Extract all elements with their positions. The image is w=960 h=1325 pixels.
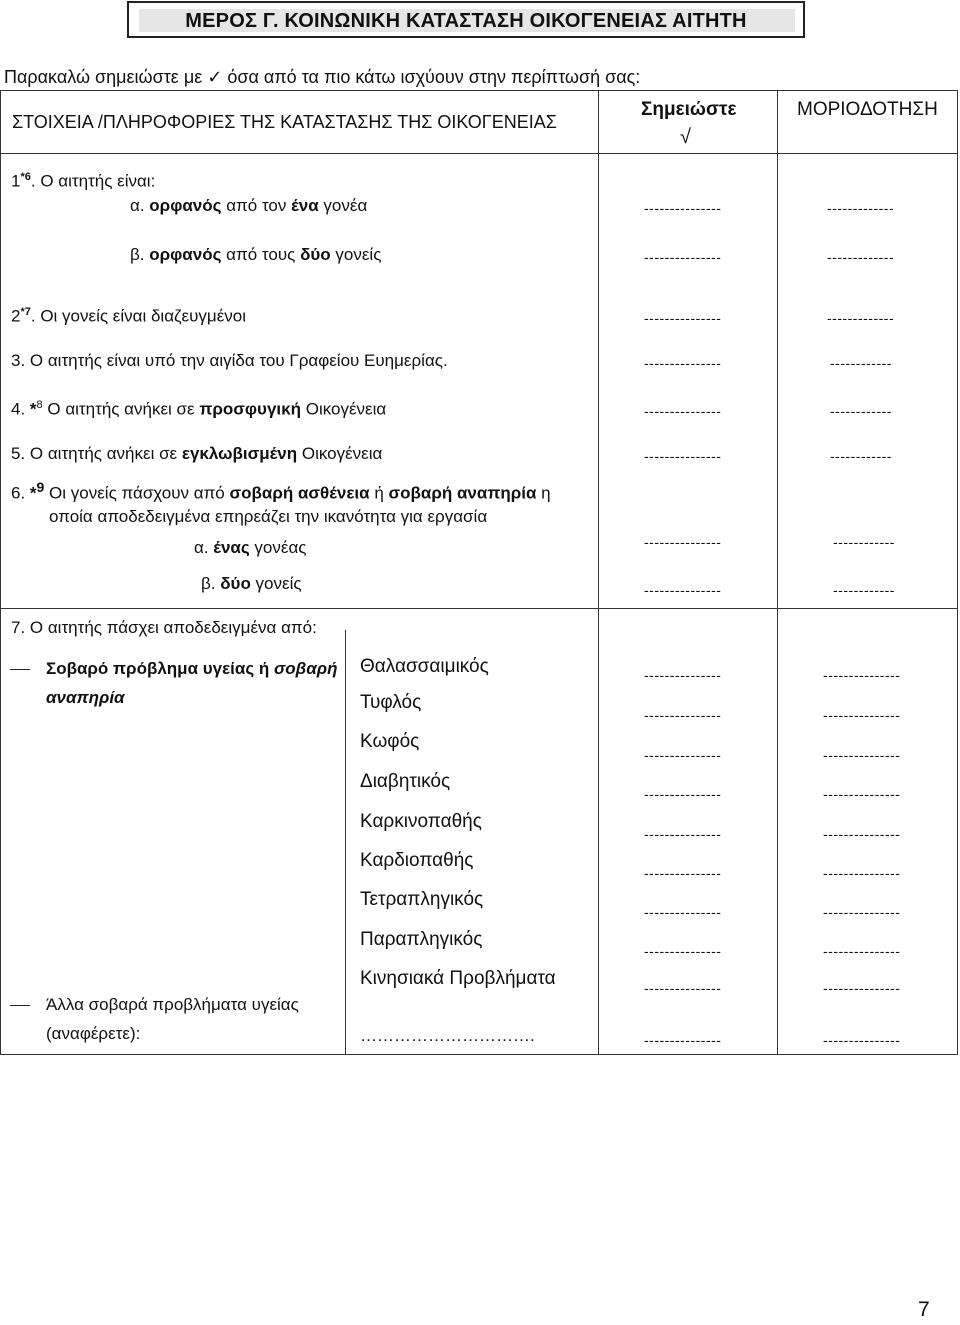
instruction-text bbox=[4, 67, 640, 88]
q6a-note-field[interactable]: --------------- bbox=[644, 534, 722, 550]
q7-note-field[interactable]: --------------- bbox=[644, 826, 722, 842]
q3-label: 3. Ο αιτητής είναι υπό την αιγίδα του Γραφείου Ευημερίας. bbox=[11, 351, 448, 370]
row6-bottom-border bbox=[0, 608, 958, 609]
header-info: ΣΤΟΙΧΕΙΑ /ΠΛΗΡΟΦΟΡΙΕΣ ΤΗΣ ΚΑΤΑΣΤΑΣΗΣ ΤΗΣ ΟΙΚΟΓΕΝΕΙΑΣ bbox=[12, 112, 557, 132]
q7-label: 7. Ο αιτητής πάσχει αποδεδειγμένα από: bbox=[11, 618, 317, 637]
q7-note-field[interactable]: --------------- bbox=[644, 707, 722, 723]
q7-note-field[interactable]: --------------- bbox=[644, 747, 722, 763]
family-status-table bbox=[0, 90, 960, 1055]
q7-note-field[interactable]: --------------- bbox=[644, 1032, 722, 1048]
q7-score-field: --------------- bbox=[823, 707, 901, 723]
condition-item: Καρκινοπαθής bbox=[360, 811, 482, 832]
table-bottom-border bbox=[0, 1054, 958, 1055]
instruction-after: όσα από τα πιο κάτω ισχύουν στην περίπτωσή σας: bbox=[222, 67, 641, 87]
header-bottom-border bbox=[0, 153, 958, 154]
q6a-score-field: ------------ bbox=[833, 534, 895, 550]
q4-score-field: ------------ bbox=[830, 403, 892, 419]
q7-score-field: --------------- bbox=[823, 747, 901, 763]
col-divider-note bbox=[598, 90, 599, 1055]
q7-note-field[interactable]: --------------- bbox=[644, 980, 722, 996]
q7-score-field: --------------- bbox=[823, 865, 901, 881]
q7-note-field[interactable]: --------------- bbox=[644, 865, 722, 881]
q7-score-field: --------------- bbox=[823, 786, 901, 802]
q7-note-field[interactable]: --------------- bbox=[644, 786, 722, 802]
q7-score-field: --------------- bbox=[823, 904, 901, 920]
header-note-mark: √ bbox=[680, 126, 691, 148]
q2-label: 2$^{*7}$. Οι γονείς είναι διαζευγμένοι bbox=[11, 306, 246, 326]
q3-score-field: ------------ bbox=[830, 355, 892, 371]
q6b-score-field: ------------ bbox=[833, 582, 895, 598]
q7-note-field[interactable]: --------------- bbox=[644, 904, 722, 920]
q6-label: 6. *$^9$ Οι γονείς πάσχουν από σοβαρή ασθένεια ή σοβαρή αναπηρία η bbox=[11, 479, 551, 503]
q7-serious-label-line2: αναπηρία bbox=[46, 688, 125, 707]
q5-score-field: ------------ bbox=[830, 448, 892, 464]
page-number: 7 bbox=[918, 1298, 930, 1321]
q5-note-field[interactable]: --------------- bbox=[644, 448, 722, 464]
condition-item: Διαβητικός bbox=[360, 771, 451, 792]
q7-note-field[interactable]: --------------- bbox=[644, 667, 722, 683]
q1b-note-field[interactable]: --------------- bbox=[644, 249, 722, 265]
q7-score-field: --------------- bbox=[823, 943, 901, 959]
bullet-dash-other bbox=[10, 1005, 30, 1006]
q1-label: 1$^{*6}$. Ο αιτητής είναι: bbox=[11, 171, 156, 191]
q1a-note-field[interactable]: --------------- bbox=[644, 200, 722, 216]
q2-note-field[interactable]: --------------- bbox=[644, 310, 722, 326]
q6b-label: β. δύο γονείς bbox=[201, 574, 302, 593]
q7-score-field: --------------- bbox=[823, 980, 901, 996]
header-score: ΜΟΡΙΟΔΟΤΗΣΗ bbox=[797, 99, 938, 120]
condition-item: Τυφλός bbox=[360, 692, 422, 713]
q7-other-label: Άλλα σοβαρά προβλήματα υγείας bbox=[46, 995, 299, 1014]
q4-note-field[interactable]: --------------- bbox=[644, 403, 722, 419]
q4-label: 4. *$^8$ Ο αιτητής ανήκει σε προσφυγική Οικογένεια bbox=[11, 399, 387, 419]
bullet-dash-serious bbox=[10, 669, 30, 670]
q7-serious-label: Σοβαρό πρόβλημα υγείας ή σοβαρή bbox=[46, 659, 338, 678]
q1a-label: α. ορφανός από τον ένα γονέα bbox=[130, 196, 368, 215]
q6-label-line2: οποία αποδεδειγμένα επηρεάζει την ικανότητα για εργασία bbox=[49, 507, 488, 526]
condition-specify-field[interactable]: …………………………. bbox=[360, 1026, 535, 1045]
table-left-border bbox=[0, 90, 1, 1055]
check-icon: ✓ bbox=[207, 67, 223, 87]
q1b-label: β. ορφανός από τους δύο γονείς bbox=[130, 245, 382, 264]
q7-score-field: --------------- bbox=[823, 1032, 901, 1048]
q7-other-label-line2: (αναφέρετε): bbox=[46, 1024, 141, 1043]
q5-label: 5. Ο αιτητής ανήκει σε εγκλωβισμένη Οικογένεια bbox=[11, 444, 383, 463]
condition-item: Καρδιοπαθής bbox=[360, 850, 474, 871]
q6b-note-field[interactable]: --------------- bbox=[644, 582, 722, 598]
table-right-border bbox=[957, 90, 958, 1055]
section-title: ΜΕΡΟΣ Γ. ΚΟΙΝΩΝΙΚΗ ΚΑΤΑΣΤΑΣΗ ΟΙΚΟΓΕΝΕΙΑΣ ΑΙΤΗΤΗ bbox=[185, 10, 747, 32]
q6a-label: α. ένας γονέας bbox=[194, 538, 307, 557]
table-top-border bbox=[0, 90, 958, 91]
condition-item: Κωφός bbox=[360, 731, 420, 752]
instruction-before: Παρακαλώ σημειώστε με bbox=[4, 67, 208, 87]
q7-note-field[interactable]: --------------- bbox=[644, 943, 722, 959]
condition-item: Θαλασσαιμικός bbox=[360, 656, 489, 677]
col-divider-score bbox=[777, 90, 778, 1055]
q7-score-field: --------------- bbox=[823, 667, 901, 683]
q3-note-field[interactable]: --------------- bbox=[644, 355, 722, 371]
q2-score-field: ------------- bbox=[827, 310, 895, 326]
q1b-score-field: ------------- bbox=[827, 249, 895, 265]
condition-item: Κινησιακά Προβλήματα bbox=[360, 968, 556, 989]
col-divider-conditions bbox=[345, 630, 346, 1055]
condition-item: Τετραπληγικός bbox=[360, 889, 484, 910]
header-note: Σημειώστε bbox=[641, 99, 737, 120]
condition-item: Παραπληγικός bbox=[360, 929, 483, 950]
q1a-score-field: ------------- bbox=[827, 200, 895, 216]
q7-score-field: --------------- bbox=[823, 826, 901, 842]
section-title-box bbox=[127, 1, 805, 38]
